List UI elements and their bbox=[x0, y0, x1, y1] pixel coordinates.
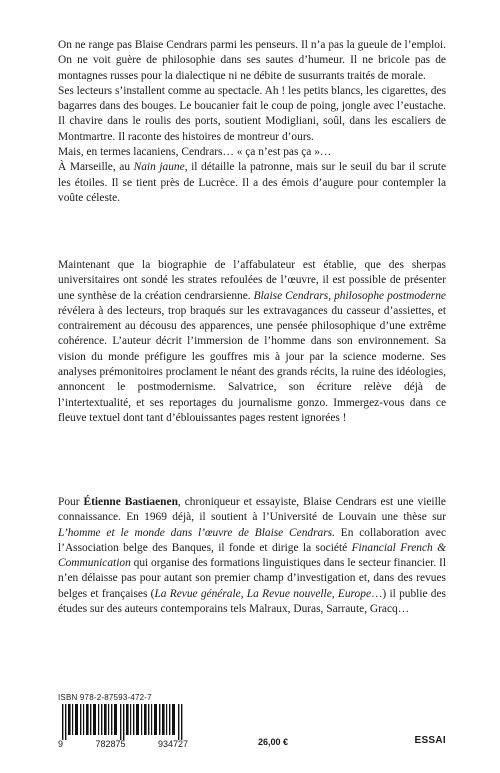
bio-text: Pour bbox=[58, 496, 84, 508]
italic-title: Nain jaune bbox=[133, 161, 185, 174]
paragraph-text: Ses lecteurs s’installent comme au spectacle. Ah ! les petits blancs, les cigarettes, des bagarres dans des bouges. Le boucanier fait le coup de poing, jongle avec l’eustache. Il chavire dans le roulis des ports, soutient Modigliani, soûl, dans les escaliers de Montmartre. Il raconte des histoires de montreur d’ours. bbox=[58, 84, 446, 143]
book-title: Blaise Cendrars, philosophe postmoderne bbox=[253, 289, 446, 302]
paragraph-text: révélera à des lecteurs, trop braqués sur les extravagances du casseur d’assiettes, et contrairement au décousu des apparences, une pensée philosophique d’une extrême cohérence. L’auteur décrit l’immersion de l’homme dans son environnement. Sa vision du monde préfigure les gouffres mis à jour par la science moderne. Ses analyses prémonitoires proclament le néant des grands récits, la ruine des idéologies, annoncent le postmodernisme. Salvatrice, son écriture relève déjà de l’intertextualité, et ses reportages du journalisme gonzo. Immergez-vous dans ce fleuve textuel dont tant d’éblouissantes pages restent ignorées ! bbox=[58, 304, 446, 424]
barcode-digits bbox=[58, 739, 188, 749]
genre-label: ESSAI bbox=[414, 735, 446, 746]
bio-text: , chroniqueur et essayiste, Blaise Cendrars est une vieille connaissance. En 1969 déjà, il soutient à l’Université de Louvain une thèse sur bbox=[58, 496, 446, 524]
isbn-label: ISBN 978-2-87593-472-7 bbox=[58, 693, 152, 702]
paragraph bbox=[58, 160, 446, 206]
paragraph-text: Maintenant que la biographie de l’affabulateur est établie, que des sherpas universitaires ont sondé les strates refoulées de l’œuvre, il est possible de présenter une synthèse de la création cendrarsienne. bbox=[58, 259, 446, 302]
paragraph-text: On ne range pas Blaise Cendrars parmi les penseurs. Il n’a pas la gueule de l’emploi. On ne voit guère de philosophie dans ses sautes d’humeur. Il ne bricole pas de montagnes russes pour la dialectique ni ne débite de susurrants traités de morale. bbox=[58, 39, 446, 82]
bio-text: qui organise des formations linguistiques dans le secteur financier. Il n’en délaisse pas pour autant son premier champ d’investigation et, dans des revues belges et françaises ( bbox=[58, 557, 446, 600]
author-name: Étienne Bastiaenen bbox=[83, 496, 178, 508]
paragraph bbox=[58, 495, 446, 617]
barcode-digit-group: 9 bbox=[58, 739, 64, 749]
paragraph bbox=[58, 258, 446, 426]
barcode-block bbox=[58, 693, 218, 749]
price-label: 26,00 € bbox=[258, 737, 289, 747]
paragraph-text: Mais, en termes lacaniens, Cendrars… « ça n’est pas ça »… bbox=[58, 146, 332, 159]
synopsis-text bbox=[58, 258, 446, 426]
bio-text: …) il publie des études sur des auteurs contemporains tels Malraux, Duras, Sarraute, Gracq… bbox=[58, 587, 446, 616]
bio-text: En collaboration avec l’Association belge des Banques, il fonde et dirige la société bbox=[58, 526, 446, 554]
intro-text bbox=[58, 38, 446, 206]
journal-names: La Revue générale, La Revue nouvelle, Europe bbox=[154, 587, 372, 600]
thesis-title: L’homme et le monde dans l’œuvre de Blaise Cendrars. bbox=[58, 526, 335, 539]
barcode-icon bbox=[58, 704, 188, 740]
company-name: Financial French & Communication bbox=[58, 541, 446, 570]
barcode-digit-group: 782875 bbox=[95, 739, 126, 749]
paragraph bbox=[58, 84, 446, 145]
paragraph-text: , il détaille la patronne, mais sur le seuil du bar il scrute les étoiles. Il se tient près de Lucrèce. Il a des émois d’augure pour contempler la voûte céleste. bbox=[58, 161, 447, 204]
paragraph bbox=[58, 38, 446, 84]
author-bio bbox=[58, 495, 446, 617]
paragraph-text: À Marseille, au bbox=[58, 161, 134, 174]
paragraph bbox=[58, 145, 446, 160]
barcode-digit-group: 934727 bbox=[157, 739, 188, 749]
